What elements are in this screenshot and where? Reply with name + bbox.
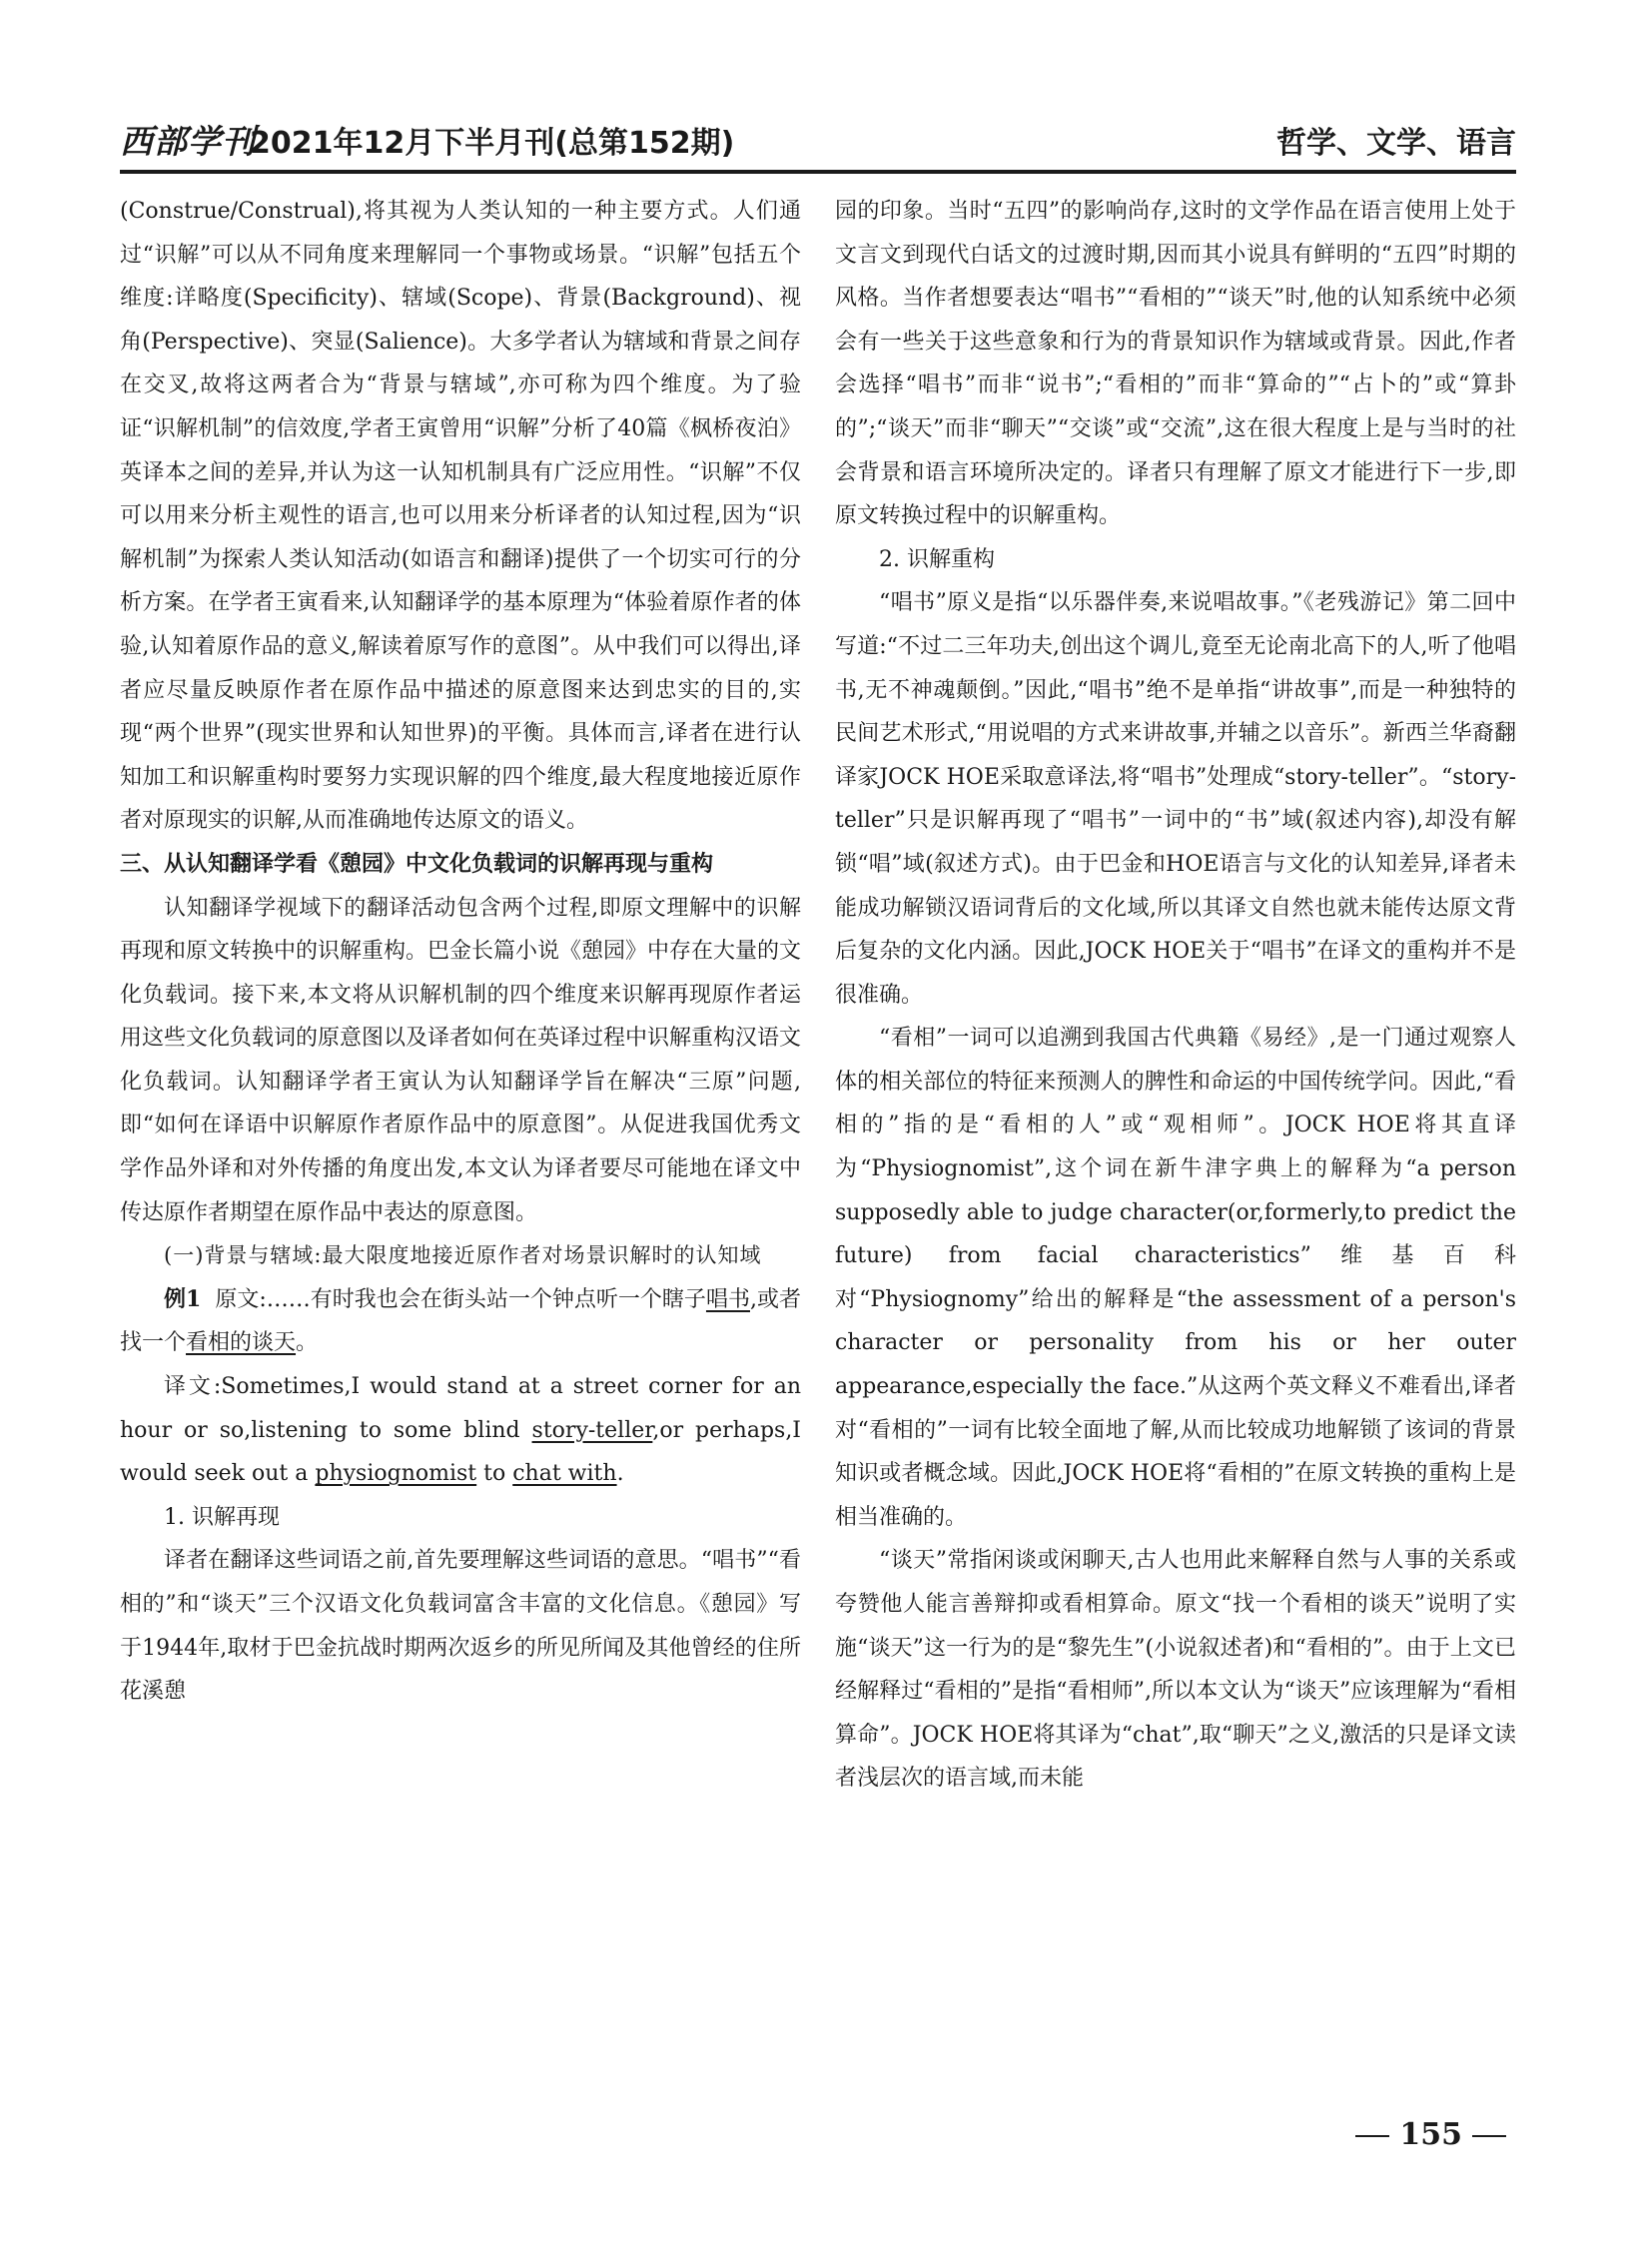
subsection-heading: (一)背景与辖域:最大限度地接近原作者对场景识解时的认知域 [164, 1243, 762, 1268]
underlined-term: 看相的谈天 [186, 1330, 297, 1356]
example-text: ,或者找一个 [120, 1286, 801, 1356]
example-text: 。 [296, 1330, 319, 1356]
translation-text: ,or perhaps,I would seek out a [120, 1417, 802, 1487]
paragraph: “看相”一词可以追溯到我国古代典籍《易经》,是一门通过观察人体的相关部位的特征来预测人的脾性和命运的中国传统学问。因此,“看相的”指的是“看相的人”或“观相师”。JOCK HOE将其直译为“Physiognomist”,这个词在新牛津字典上的解释为“a person supposedly able to judge character(or,formerly,to predict the future) from facial characteristics”维基百科对“Physiognomy”给出的解释是“the assessment of a person's character or personality from his or her outer appearance,especially the face.”从这两个英文释义不难看出,译者对“看相的”一词有比较全面地了解,从而比较成功地解锁了该词的背景知识或者概念域。因此,JOCK HOE将“看相的”在原文转换的重构上是相当准确的。 [835, 1026, 1516, 1530]
example-text: 原文:……有时我也会在街头站一个钟点听一个瞎子 [215, 1286, 706, 1312]
paragraph: 认知翻译学视域下的翻译活动包含两个过程,即原文理解中的识解再现和原文转换中的识解重构。巴金长篇小说《憩园》中存在大量的文化负载词。接下来,本文将从识解机制的四个维度来识解再现原作者运用这些文化负载词的原意图以及译者如何在英译过程中识解重构汉语文化负载词。认知翻译学者王寅认为认知翻译学旨在解决“三原”问题,即“如何在译语中识解原作者原作品中的原意图”。从促进我国优秀文学作品外译和对外传播的角度出发,本文认为译者要尽可能地在译文中传达原作者期望在原作品中表达的原意图。 [120, 895, 802, 1225]
section-name: 哲学、文学、语言 [1276, 126, 1516, 161]
footer-dash [1355, 2135, 1389, 2137]
underlined-term: story-teller [531, 1417, 653, 1443]
running-header [120, 112, 1516, 170]
journal-issue: 2021年12月下半月刊(总第152期) [250, 126, 735, 161]
example-label: 例1 [164, 1285, 202, 1312]
paragraph: 园的印象。当时“五四”的影响尚存,这时的文学作品在语言使用上处于文言文到现代白话文的过渡时期,因而其小说具有鲜明的“五四”时期的风格。当作者想要表达“唱书”“看相的”“谈天”时,他的认知系统中必须会有一些关于这些意象和行为的背景知识作为辖域或背景。因此,作者会选择“唱书”而非“说书”;“看相的”而非“算命的”“占卜的”或“算卦的”;“谈天”而非“聊天”“交谈”或“交流”,这在很大程度上是与当时的社会背景和语言环境所决定的。译者只有理解了原文才能进行下一步,即原文转换过程中的识解重构。 [835, 199, 1516, 529]
paragraph: “谈天”常指闲谈或闲聊天,古人也用此来解释自然与人事的关系或夸赞他人能言善辩抑或看相算命。原文“找一个看相的谈天”说明了实施“谈天”这一行为的是“黎先生”(小说叙述者)和“看相的”。由于上文已经解释过“看相的”是指“看相师”,所以本文认为“谈天”应该理解为“看相算命”。JOCK HOE将其译为“chat”,取“聊天”之义,激活的只是译文读者浅层次的语言域,而未能 [835, 1548, 1516, 1792]
underlined-term: chat with [512, 1461, 617, 1487]
sub-subsection-heading: 2. 识解重构 [879, 546, 995, 572]
page-number: 155 [1399, 2117, 1462, 2152]
translation-text: to [476, 1461, 513, 1487]
translation-text: 译文:Sometimes,I would stand at a street corner for an hour or so,listening to some blind [120, 1374, 801, 1443]
left-column [120, 190, 801, 1714]
journal-logo: 西部学刊 [120, 122, 256, 161]
sub-subsection-heading: 1. 识解再现 [164, 1504, 280, 1530]
page-footer [1345, 2117, 1516, 2152]
paragraph: (Construe/Construal),将其视为人类认知的一种主要方式。人们通过“识解”可以从不同角度来理解同一个事物或场景。“识解”包括五个维度:详略度(Specificity)、辖域(Scope)、背景(Background)、视角(Perspective)、突显(Salience)。大多学者认为辖域和背景之间存在交叉,故将这两者合为“背景与辖域”,亦可称为四个维度。为了验证“识解机制”的信效度,学者王寅曾用“识解”分析了40篇《枫桥夜泊》英译本之间的差异,并认为这一认知机制具有广泛应用性。“识解”不仅可以用来分析主观性的语言,也可以用来分析译者的认知过程,因为“识解机制”为探索人类认知活动(如语言和翻译)提供了一个切实可行的分析方案。在学者王寅看来,认知翻译学的基本原理为“体验着原作者的体验,认知着原作品的意义,解读着原写作的意图”。从中我们可以得出,译者应尽量反映原作者在原作品中描述的原意图来达到忠实的目的,实现“两个世界”(现实世界和认知世界)的平衡。具体而言,译者在进行认知加工和识解重构时要努力实现识解的四个维度,最大程度地接近原作者对原现实的识解,从而准确地传达原文的语义。 [120, 199, 801, 834]
footer-dash [1472, 2135, 1506, 2137]
translation-text: . [616, 1461, 624, 1487]
underlined-term: 唱书 [705, 1286, 750, 1312]
underlined-term: physiognomist [315, 1461, 477, 1487]
paragraph: “唱书”原义是指“以乐器伴奏,来说唱故事。”《老残游记》第二回中写道:“不过二三年功夫,创出这个调儿,竟至无论南北高下的人,听了他唱书,无不神魂颠倒。”因此,“唱书”绝不是单指“讲故事”,而是一种独特的民间艺术形式,“用说唱的方式来讲故事,并辅之以音乐”。新西兰华裔翻译家JOCK HOE采取意译法,将“唱书”处理成“story-teller”。“story-teller”只是识解再现了“唱书”一词中的“书”域(叙述内容),却没有解锁“唱”域(叙述方式)。由于巴金和HOE语言与文化的认知差异,译者未能成功解锁汉语词背后的文化域,所以其译文自然也就未能传达原文背后复杂的文化内涵。因此,JOCK HOE关于“唱书”在译文的重构并不是很准确。 [835, 590, 1516, 1008]
paragraph: 译者在翻译这些词语之前,首先要理解这些词语的意思。“唱书”“看相的”和“谈天”三个汉语文化负载词富含丰富的文化信息。《憩园》写于1944年,取材于巴金抗战时期两次返乡的所见所闻及其他曾经的住所花溪憩 [120, 1548, 801, 1705]
header-rule [120, 170, 1516, 174]
example-translation [120, 1365, 801, 1496]
section-heading: 三、从认知翻译学看《憩园》中文化负载词的识解再现与重构 [120, 851, 714, 877]
example-source [120, 1278, 801, 1365]
right-column [835, 190, 1516, 1801]
